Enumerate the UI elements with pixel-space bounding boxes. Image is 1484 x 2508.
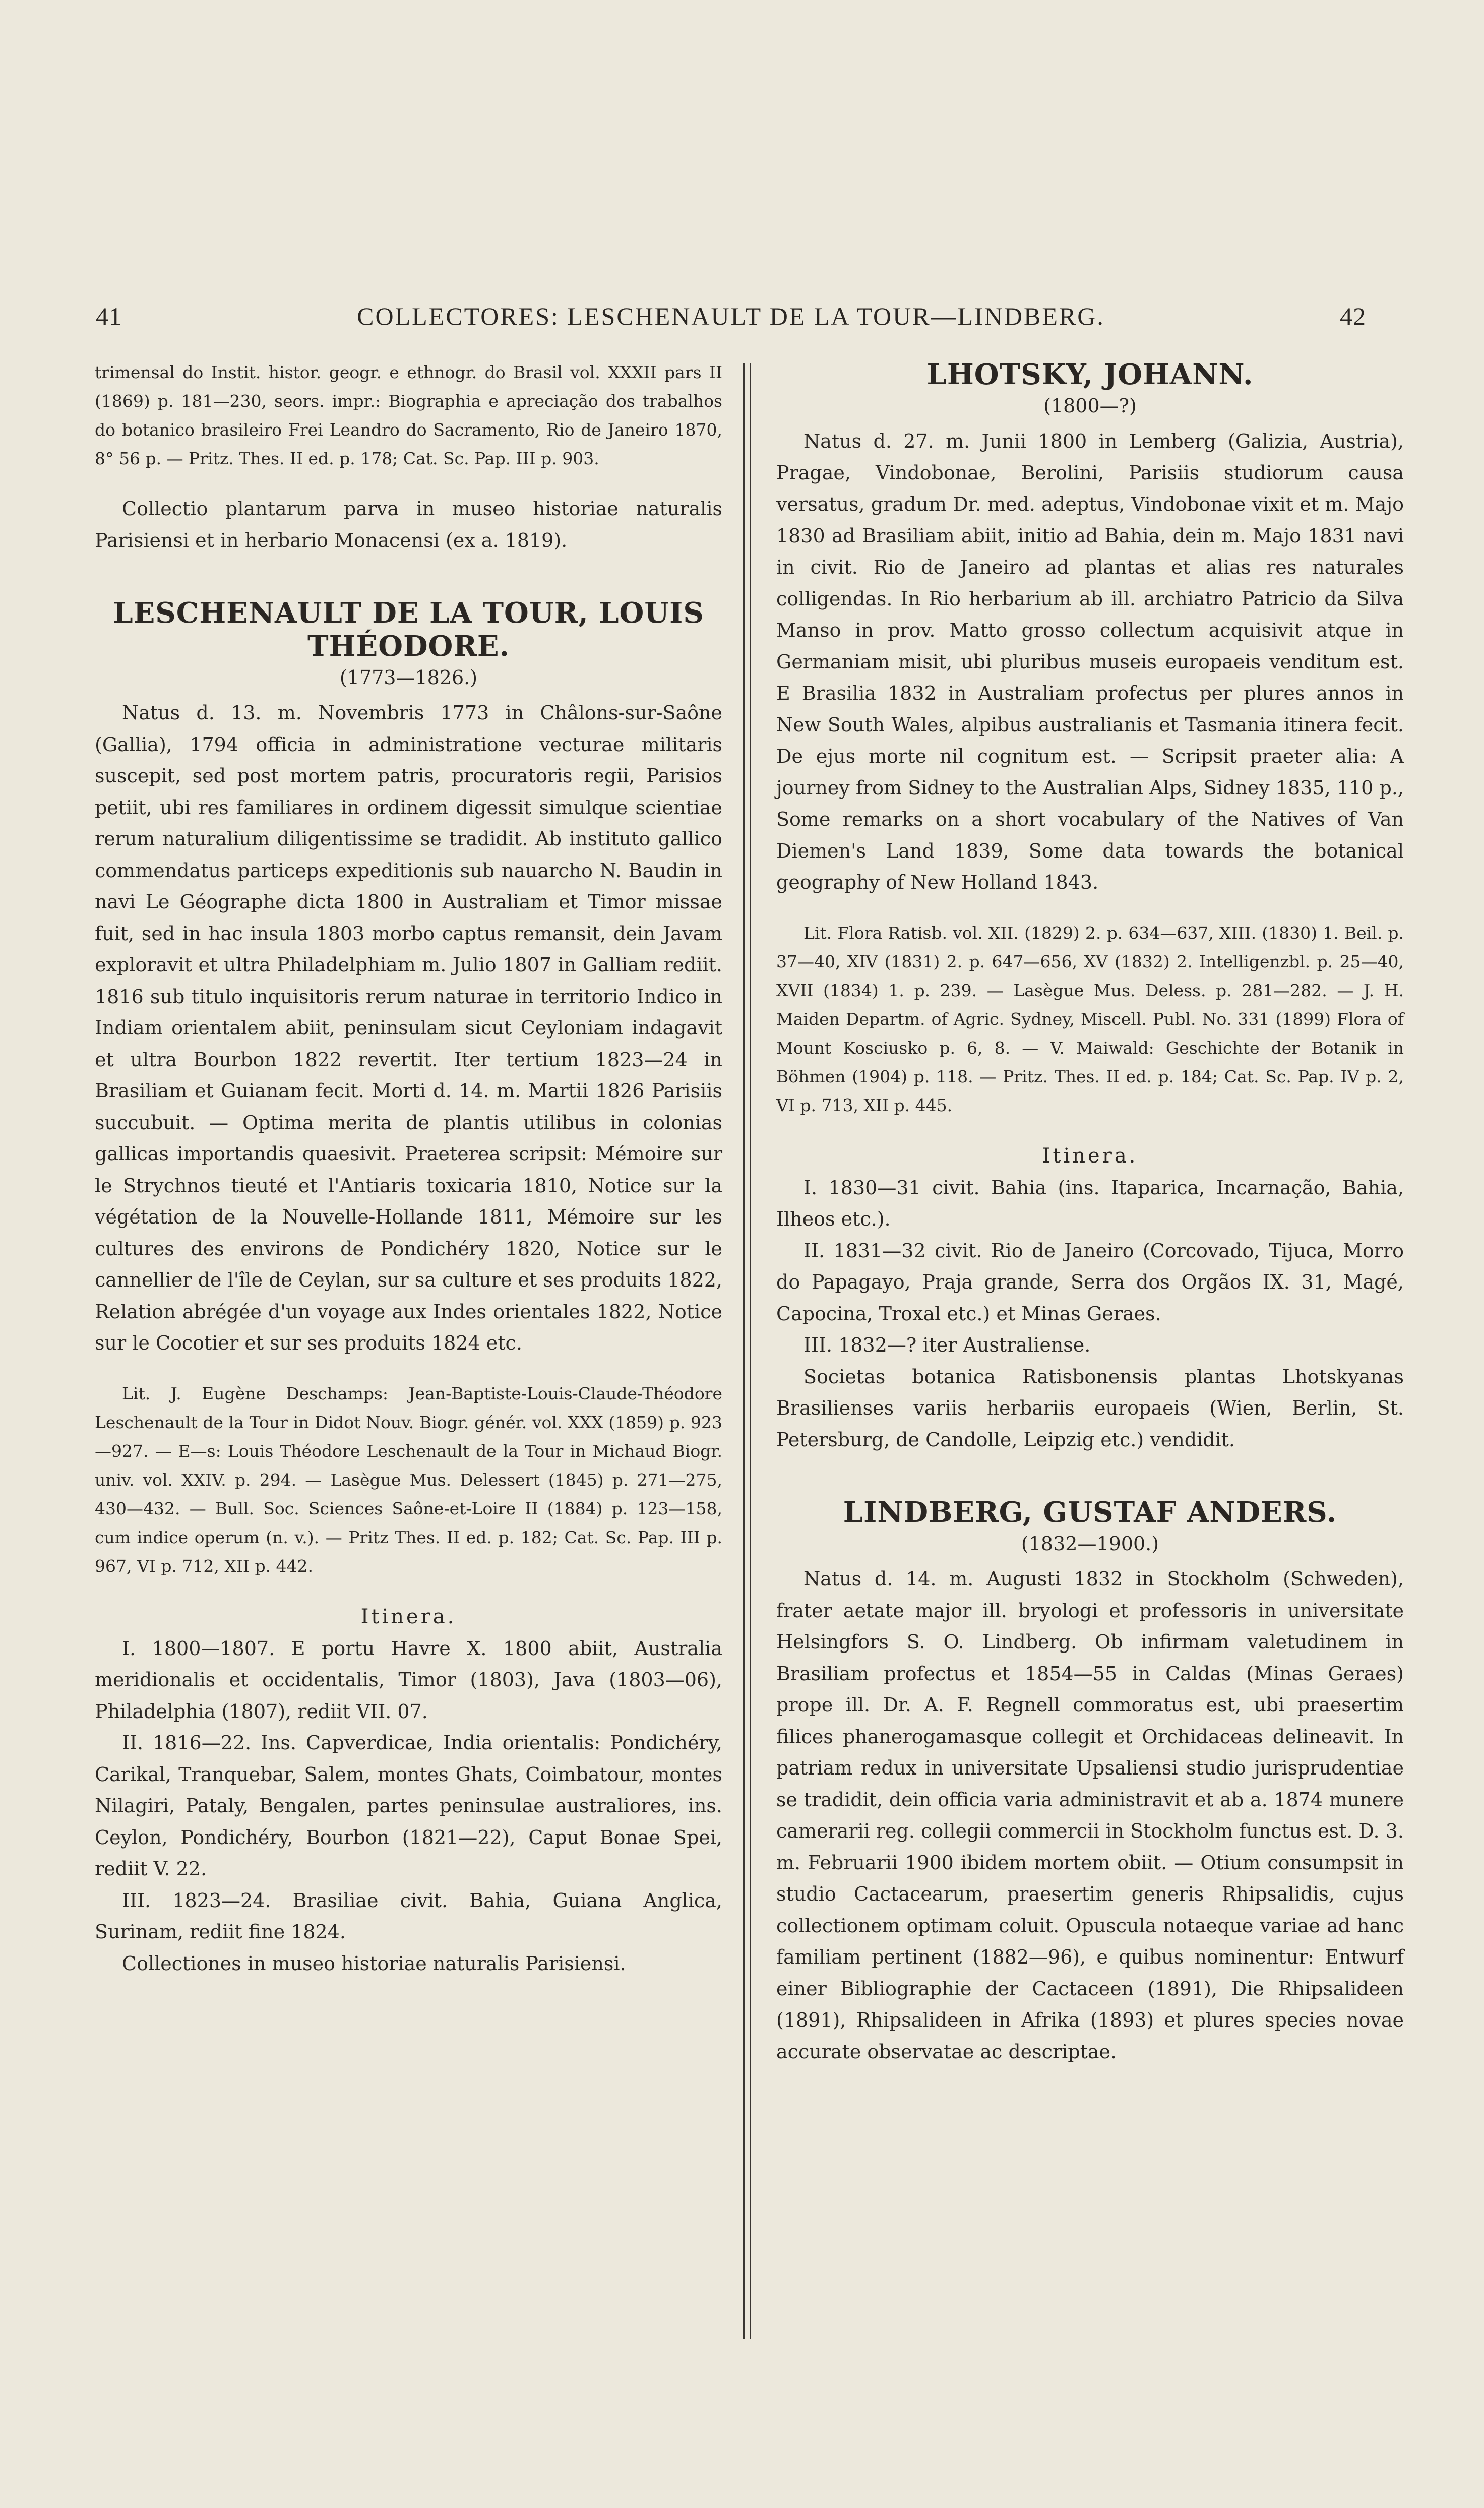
page-number-right: 42 [1340, 302, 1366, 330]
itinera-heading: Itinera. [1042, 1144, 1138, 1168]
entry-literature: Lit. J. Eugène Deschamps: Jean-Baptiste-Louis-Claude-Théodore Leschenault de la Tour in Didot Nouv. Biogr. génér. vol. XXX (1859) p. 923—927. — E—s: Louis Théodore Leschenault de la Tour in Michaud Biogr. univ. vol. XXIV. p. 294. — Lasègue Mus. Delessert (1845) p. 271—275, 430—432. — Bull. Soc. Sciences Saône-et-Loire II (1884) p. 123—158, cum indice operum (n. v.). — Pritz Thes. II ed. p. 182; Cat. Sc. Pap. III p. 967, VI p. 712, XII p. 442. [95, 1383, 722, 1576]
entry-heading-cont: THÉODORE. [307, 630, 510, 663]
collectio-note: Collectio plantarum parva in museo historiae naturalis Parisiensi et in herbario Monacensi (ex a. 1819). [95, 498, 722, 552]
societas-note: Societas botanica Ratisbonensis plantas Lhotskyanas Brasilienses variis herbariis europaeis (Wien, Berlin, St. Petersburg, de Candolle, Leipzig etc.) vendidit. [776, 1365, 1404, 1451]
page-number-left: 41 [96, 302, 122, 330]
entry-heading: LESCHENAULT DE LA TOUR, LOUIS [113, 596, 704, 630]
entry-leschenault [95, 596, 722, 1979]
itinera-heading: Itinera. [360, 1605, 457, 1628]
running-header [96, 293, 1366, 339]
itinerary-item: I. 1800—1807. E portu Havre X. 1800 abiit, Australia meridionalis et occidentalis, Timor (1803), Java (1803—06), Philadelphia (1807), rediit VII. 07. [95, 1637, 722, 1723]
entry-heading: LHOTSKY, JOHANN. [926, 358, 1254, 391]
entry-biography: Natus d. 14. m. Augusti 1832 in Stockholm (Schweden), frater aetate major ill. bryologi et professoris in universitate Helsingfors S. O. Lindberg. Ob infirmam valetudinem in Brasiliam profectus et 1854—55 in Caldas (Minas Geraes) prope ill. Dr. A. F. Regnell commoratus est, ubi praesertim filices phanerogamasque collegit et Orchidaceas delineavit. In patriam redux in universitate Upsaliensi studio jurisprudentiae se tradidit, dein officia varia administravit et ab a. 1874 munere camerarii reg. collegii commercii in Stockholm functus est. D. 3. m. Februarii 1900 ibidem mortem obiit. — Otium consumpsit in studio Cactacearum, praesertim generis Rhipsalidis, cujus collectionem optimam coluit. Opuscula notaeque variae ad hanc familiam pertinent (1882—96), e quibus nominentur: Entwurf einer Bibliographie der Cactaceen (1891), Die Rhipsalideen (1891), Rhipsalideen in Afrika (1893) et plures species novae accurate observatae ac descriptae. [776, 1568, 1404, 2063]
itinerary-item: III. 1832—? iter Australiense. [803, 1334, 1091, 1356]
entry-lhotsky [776, 358, 1404, 1455]
entry-heading: LINDBERG, GUSTAF ANDERS. [843, 1496, 1337, 1529]
itinerary-item: II. 1816—22. Ins. Capverdicae, India orientalis: Pondichéry, Carikal, Tranquebar, Salem, montes Ghats, Coimbatour, montes Nilagiri, Pataly, Bengalen, partes peninsulae australiores, ins. Ceylon, Pondichéry, Bourbon (1821—22), Caput Bonae Spei, rediit V. 22. [95, 1732, 722, 1880]
running-title: COLLECTORES: LESCHENAULT DE LA TOUR—LINDBERG. [357, 302, 1105, 330]
entry-biography: Natus d. 13. m. Novembris 1773 in Châlons-sur-Saône (Gallia), 1794 officia in administratione vecturae militaris suscepit, sed post mortem patris, procuratoris regii, Parisios petiit, ubi res familiares in ordinem digessit simulque scientiae rerum naturalium diligentissime se tradidit. Ab instituto gallico commendatus particeps expeditionis sub nauarcho N. Baudin in navi Le Géographe dicta 1800 in Australiam et Timor missae fuit, sed in hac insula 1803 morbo captus remansit, dein Javam exploravit et ultra Philadelphiam m. Julio 1807 in Galliam rediit. 1816 sub titulo inquisitoris rerum naturae in territorio Indico in Indiam orientalem abiit, peninsulam sicut Ceyloniam indagavit et ultra Bourbon 1822 revertit. Iter tertium 1823—24 in Brasiliam et Guianam fecit. Morti d. 14. m. Martii 1826 Parisiis succubuit. — Optima merita de plantis utilibus in colonias gallicas importandis quaesivit. Praeterea scripsit: Mémoire sur le Strychnos tieuté et l'Antiaris toxicaria 1810, Notice sur la végétation de la Nouvelle-Hollande 1811, Mémoire sur les cultures des environs de Pondichéry 1820, Notice sur le cannellier de l'île de Ceylan, sur sa culture et ses produits 1822, Relation abrégée d'un voyage aux Indes orientales 1822, Notice sur le Cocotier et sur ses produits 1824 etc. [95, 702, 722, 1354]
entry-dates: (1773—1826.) [339, 666, 478, 689]
collectiones-note: Collectiones in museo historiae naturalis Parisiensi. [122, 1952, 626, 1975]
itinerary-item: II. 1831—32 civit. Rio de Janeiro (Corcovado, Tijuca, Morro do Papagayo, Praja grande, Serra dos Orgãos IX. 31, Magé, Capocina, Troxal etc.) et Minas Geraes. [776, 1239, 1404, 1325]
entry-biography: Natus d. 27. m. Junii 1800 in Lemberg (Galizia, Austria), Pragae, Vindobonae, Berolini, Parisiis studiorum causa versatus, gradum Dr. med. adeptus, Vindobonae vixit et m. Majo 1830 ad Brasiliam abiit, initio ad Bahia, dein m. Majo 1831 navi in civit. Rio de Janeiro ad plantas et alias res naturales colligendas. In Rio herbarium ab ill. archiatro Patricio da Silva Manso in prov. Matto grosso collectum acquisivit atque in Germaniam misit, ubi pluribus museis europaeis venditum est. E Brasilia 1832 in Australiam profectus per plures annos in New South Wales, alpibus australianis et Tasmania itinera fecit. De ejus morte nil cognitum est. — Scripsit praeter alia: A journey from Sidney to the Australian Alps, Sidney 1835, 110 p., Some remarks on a short vocabulary of the Natives of Van Diemen's Land 1839, Some data towards the botanical geography of New Holland 1843. [776, 430, 1404, 893]
left-column [95, 358, 722, 1979]
right-column [776, 358, 1404, 2067]
entry-lindberg [776, 1496, 1404, 2067]
continued-literature: trimensal do Instit. histor. geogr. e ethnogr. do Brasil vol. XXXII pars II (1869) p. 181—230, seors. impr.: Biographia e apreciação dos trabalhos do botanico brasileiro Frei Leandro do Sacramento, Rio de Janeiro 1870, 8° 56 p. — Pritz. Thes. II ed. p. 178; Cat. Sc. Pap. III p. 903. [95, 362, 722, 468]
entry-dates: (1832—1900.) [1021, 1533, 1159, 1555]
itinerary-item: III. 1823—24. Brasiliae civit. Bahia, Guiana Anglica, Surinam, rediit fine 1824. [95, 1889, 722, 1943]
itinerary-item: I. 1830—31 civit. Bahia (ins. Itaparica, Incarnação, Bahia, Ilheos etc.). [776, 1176, 1404, 1230]
entry-dates: (1800—?) [1043, 395, 1137, 417]
column-divider [743, 363, 751, 2339]
entry-literature: Lit. Flora Ratisb. vol. XII. (1829) 2. p. 634—637, XIII. (1830) 1. Beil. p. 37—40, XIV (1831) 2. p. 647—656, XV (1832) 2. Intelligenzbl. p. 25—40, XVII (1834) 1. p. 239. — Lasègue Mus. Deless. p. 281—282. — J. H. Maiden Departm. of Agric. Sydney, Miscell. Publ. No. 331 (1899) Flora of Mount Kosciusko p. 6, 8. — V. Maiwald: Geschichte der Botanik in Böhmen (1904) p. 118. — Pritz. Thes. II ed. p. 184; Cat. Sc. Pap. IV p. 2, VI p. 713, XII p. 445. [776, 923, 1404, 1115]
